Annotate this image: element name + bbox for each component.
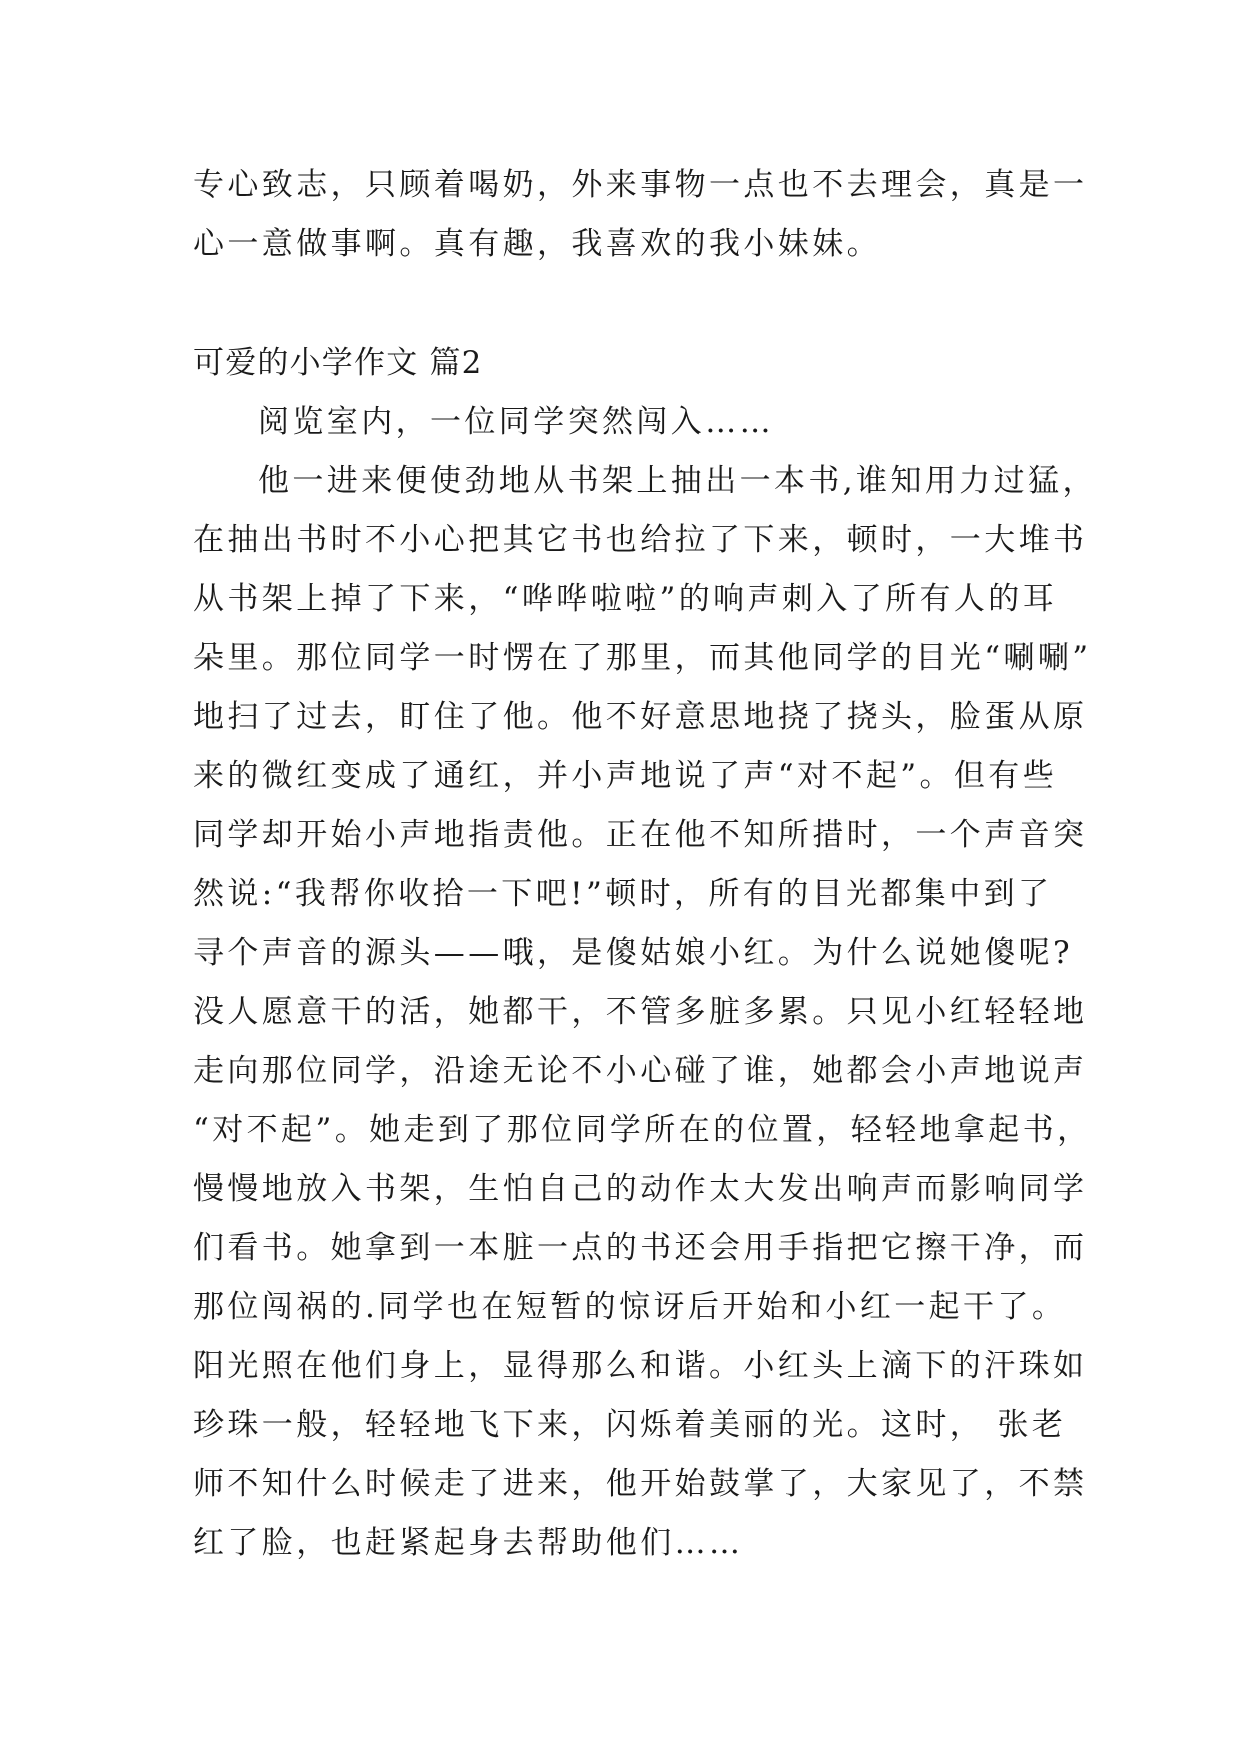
paragraph-line: 心一意做事啊。真有趣，我喜欢的我小妹妹。 [193, 226, 881, 262]
paragraph-line: 红了脸，也赶紧起身去帮助他们…… [193, 1525, 744, 1561]
paragraph-line: 专心致志，只顾着喝奶，外来事物一点也不去理会，真是一 [193, 167, 1088, 203]
paragraph-line: 那位闯祸的.同学也在短暂的惊讶后开始和小红一起干了。 [193, 1289, 1067, 1325]
paragraph-line: 从书架上掉了下来，“哗哗啦啦”的响声刺入了所有人的耳 [193, 581, 1058, 617]
paragraph-line: 们看书。她拿到一本脏一点的书还会用手指把它擦干净，而 [193, 1230, 1088, 1266]
paragraph-line: “对不起”。她走到了那位同学所在的位置，轻轻地拿起书， [193, 1112, 1092, 1148]
paragraph-line: 走向那位同学，沿途无论不小心碰了谁，她都会小声地说声 [193, 1053, 1088, 1089]
paragraph-line: 没人愿意干的活，她都干，不管多脏多累。只见小红轻轻地 [193, 994, 1088, 1030]
paragraph-line: 慢慢地放入书架，生怕自己的动作太大发出响声而影响同学 [193, 1171, 1088, 1207]
paragraph-line: 来的微红变成了通红，并小声地说了声“对不起”。但有些 [193, 758, 1058, 794]
section-title: 可爱的小学作文 篇2 [193, 345, 483, 381]
paragraph-line: 地扫了过去，盯住了他。他不好意思地挠了挠头，脸蛋从原 [193, 699, 1088, 735]
intro-line: 阅览室内，一位同学突然闯入…… [258, 404, 774, 440]
paragraph-line: 朵里。那位同学一时愣在了那里，而其他同学的目光“唰唰” [193, 640, 1092, 676]
paragraph-line: 然说:“我帮你收拾一下吧!”顿时，所有的目光都集中到了 [193, 876, 1053, 912]
paragraph-line: 他一进来便使劲地从书架上抽出一本书,谁知用力过猛， [258, 463, 1097, 499]
paragraph-line: 在抽出书时不小心把其它书也给拉了下来，顿时，一大堆书 [193, 522, 1088, 558]
paragraph-line: 同学却开始小声地指责他。正在他不知所措时，一个声音突 [193, 817, 1088, 853]
paragraph-line: 阳光照在他们身上，显得那么和谐。小红头上滴下的汗珠如 [193, 1348, 1088, 1384]
paragraph-line: 珍珠一般，轻轻地飞下来，闪烁着美丽的光。这时， 张老 [193, 1407, 1067, 1443]
paragraph-line: 寻个声音的源头——哦，是傻姑娘小红。为什么说她傻呢? [193, 935, 1074, 971]
paragraph-line: 师不知什么时候走了进来，他开始鼓掌了，大家见了，不禁 [193, 1466, 1088, 1502]
